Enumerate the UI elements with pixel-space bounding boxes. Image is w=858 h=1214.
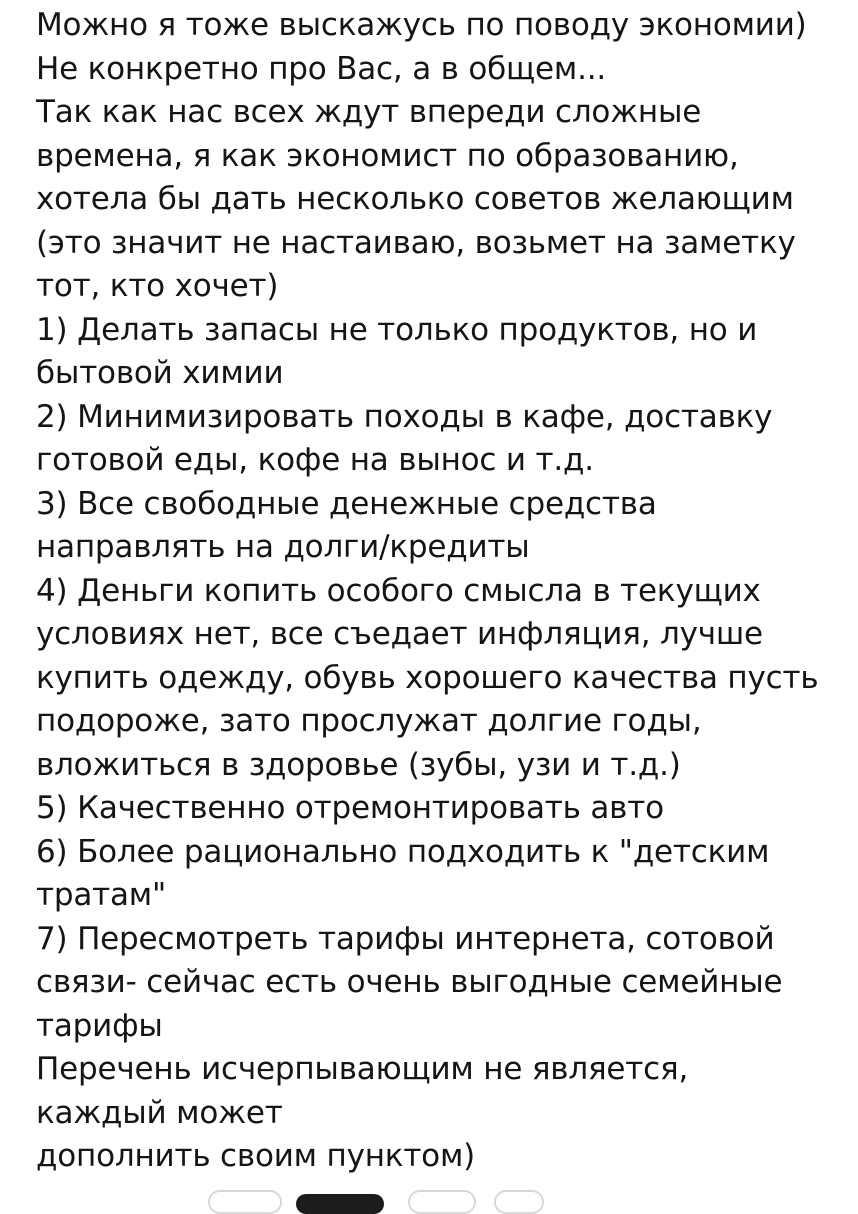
post-line: подороже, зато прослужат долгие годы, bbox=[36, 703, 702, 739]
post-line: готовой еды, кофе на вынос и т.д. bbox=[36, 442, 594, 478]
post-line: связи- сейчас есть очень выгодные семейные bbox=[36, 964, 783, 1000]
post-line: вложиться в здоровье (зубы, узи и т.д.) bbox=[36, 746, 681, 783]
post-line: Так как нас всех ждут впереди сложные bbox=[36, 94, 702, 130]
post-line: каждый может bbox=[36, 1094, 283, 1131]
reaction-chip[interactable] bbox=[208, 1190, 282, 1214]
reaction-bar-partial bbox=[0, 1190, 858, 1200]
post-line: купить одежду, обувь хорошего качества пусть bbox=[36, 659, 819, 696]
post-line: тарифы bbox=[36, 1007, 163, 1044]
post-line: 4) Деньги копить особого смысла в текущих bbox=[36, 572, 761, 609]
post-line: 1) Делать запасы не только продуктов, но и bbox=[36, 311, 758, 348]
post-line: времена, я как экономист по образованию, bbox=[36, 137, 739, 174]
post-line: тот, кто хочет) bbox=[36, 268, 279, 304]
post-line: хотела бы дать несколько советов желающим bbox=[36, 181, 794, 217]
post-text bbox=[36, 4, 846, 1179]
post-line: направлять на долги/кредиты bbox=[36, 529, 530, 565]
post-line: тратам" bbox=[36, 877, 167, 913]
post-line: 5) Качественно отремонтировать авто bbox=[36, 790, 664, 826]
post-line: 6) Более рационально подходить к "детским bbox=[36, 833, 770, 870]
post-line: 3) Все свободные денежные средства bbox=[36, 485, 657, 522]
post-line: дополнить своим пунктом) bbox=[36, 1138, 476, 1174]
reaction-chip[interactable] bbox=[494, 1190, 544, 1214]
post-line: Не конкретно про Вас, а в общем... bbox=[36, 50, 607, 87]
post-line: 7) Пересмотреть тарифы интернета, сотовой bbox=[36, 920, 775, 957]
post-line: 2) Минимизировать походы в кафе, доставку bbox=[36, 398, 773, 435]
post-line: (это значит не настаиваю, возьмет на заметку bbox=[36, 224, 796, 261]
reaction-chip[interactable] bbox=[408, 1190, 476, 1214]
post-line: Перечень исчерпывающим не является, bbox=[36, 1051, 689, 1087]
reaction-chip-selected[interactable] bbox=[296, 1194, 384, 1214]
post-line: условиях нет, все съедает инфляция, лучше bbox=[36, 616, 763, 652]
post-line: Можно я тоже выскажусь по поводу экономии) bbox=[36, 7, 807, 43]
post-line: бытовой химии bbox=[36, 355, 284, 391]
